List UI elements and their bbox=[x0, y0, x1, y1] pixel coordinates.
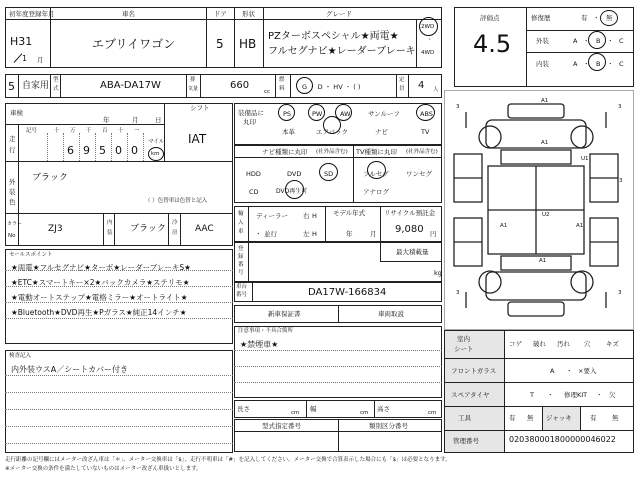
interior-panel-glass-items-0-text: A bbox=[550, 367, 555, 375]
registration-model-label-1-text: 型 bbox=[53, 77, 59, 83]
score-grade-b-text: B bbox=[596, 60, 601, 68]
car-name: エブリイワゴン bbox=[92, 37, 176, 51]
equipment-tv-row1-1-text: ワンセグ bbox=[406, 170, 432, 178]
drive-2wd-circle bbox=[419, 17, 438, 36]
sd-circle bbox=[319, 163, 338, 181]
interior-panel-spare-items-3-text: ・ bbox=[596, 391, 603, 399]
mileage-digit-labels-5-text: 一 bbox=[134, 128, 140, 134]
damage-mark: 3 bbox=[618, 290, 622, 296]
color-code: ZJ3 bbox=[48, 224, 63, 234]
shift: IAT bbox=[188, 132, 207, 146]
color-code-label-2-text: No bbox=[8, 233, 16, 239]
first-reg-era: H31 bbox=[10, 35, 33, 48]
first-reg-month: 1 bbox=[22, 54, 28, 63]
shift-label: シフト bbox=[190, 104, 210, 112]
dvd-play-circle bbox=[285, 180, 304, 199]
equipment-tv-row1-0-text: フルセグ bbox=[363, 170, 389, 178]
equipment-nav-row1-1-text: DVD bbox=[287, 170, 302, 178]
exterior-grade-circle bbox=[588, 31, 606, 49]
inspector-notes-label-text: 検査記入 bbox=[9, 353, 32, 359]
interior-panel-seat-label-1-text: 室内 bbox=[457, 335, 470, 343]
import-dealer-text: ディーラー bbox=[256, 212, 288, 220]
chassis-number: DA17W-166834 bbox=[308, 287, 387, 298]
mileage-digit: 0 bbox=[131, 144, 138, 157]
fuel-circle bbox=[296, 77, 313, 94]
repair-label: 修復歴 bbox=[531, 14, 551, 22]
docs-warranty-text: 新車保証書 bbox=[268, 310, 301, 318]
import-handle-text: H bbox=[312, 230, 317, 238]
car-damage-diagram bbox=[446, 92, 632, 328]
color-label-1-text: 外 bbox=[9, 178, 16, 186]
type-cert-class-label-text: 類別区分番号 bbox=[369, 422, 408, 430]
import-handle-text: H bbox=[312, 212, 317, 220]
abs-circle bbox=[416, 104, 435, 121]
color-interior-label-2-text: 装 bbox=[107, 230, 113, 236]
damage-mark: A1 bbox=[500, 223, 508, 229]
color-ac-label-1-text: 冷 bbox=[172, 220, 178, 226]
damage-mark: U2 bbox=[542, 212, 550, 218]
interior-panel-spare-items-0-text: T bbox=[530, 391, 534, 399]
equipment-items-3-text: サンルーフ bbox=[368, 110, 400, 118]
capacity: 4 bbox=[418, 80, 425, 91]
notice-label-text: 注意事項・不具合箇所 bbox=[238, 328, 294, 334]
inspection-month-unit-text: 月 bbox=[132, 116, 139, 124]
mileage-digit: 9 bbox=[83, 144, 90, 157]
inspection-year-unit-text: 年 bbox=[103, 116, 110, 124]
equipment-tv-header-note-text: (社外品含む) bbox=[406, 149, 438, 155]
interior-panel-jack-items-0-text: 有 bbox=[590, 414, 597, 422]
interior-panel-spare-label-text: スペアタイヤ bbox=[451, 391, 490, 399]
damage-mark: 3 bbox=[619, 178, 623, 184]
car-name-label: 車名 bbox=[122, 10, 135, 18]
import-parallel-text: 並行 bbox=[264, 230, 277, 238]
registration-row bbox=[5, 74, 442, 98]
displacement: 660 bbox=[230, 80, 250, 91]
max-load-label-text: 最大積載量 bbox=[396, 248, 429, 256]
equipment-nav-row1-2-text: SD bbox=[324, 170, 334, 178]
damage-mark: 3 bbox=[456, 290, 460, 296]
color-label-2-text: 装 bbox=[9, 188, 16, 196]
interior-panel-seat-items-4-text: キズ bbox=[606, 340, 619, 348]
inspection-label-text: 車検 bbox=[10, 109, 23, 117]
damage-mark: A1 bbox=[576, 223, 584, 229]
inspection-day-unit-text: 日 bbox=[155, 116, 162, 124]
sales-point-line: ★両電★フルセグナビ★ターボ★レーダーブレーキS★ bbox=[11, 263, 191, 272]
score-grade-c-text: C bbox=[619, 37, 624, 45]
score-grade-a-text: A bbox=[573, 37, 578, 45]
registration-fuel-label-2-text: 料 bbox=[279, 86, 285, 92]
score-grade-c-text: C bbox=[619, 60, 624, 68]
equipment-nav-row2-0-text: CD bbox=[249, 188, 259, 196]
footer-note-2: ※メーター交換の条件を満たしていないものはメーター改ざん車扱いとします。 bbox=[5, 466, 202, 472]
registration-capacity-label-1-text: 定 bbox=[399, 77, 405, 83]
interior-panel-tools-label-text: 工具 bbox=[458, 414, 471, 422]
registration-displacement-label-2-text: 気量 bbox=[188, 86, 199, 92]
registration-displacement-label-1-text: 排 bbox=[190, 77, 196, 83]
equipment-nav-header-text: ナビ種類に丸印 bbox=[262, 148, 308, 156]
interior-panel-admin-label-text: 管理番号 bbox=[453, 437, 479, 445]
dimensions-height-label-text: 高さ bbox=[377, 405, 390, 413]
chassis-label-2-text: 番号 bbox=[236, 292, 248, 298]
score-grade-b-text: B bbox=[596, 37, 601, 45]
color-interior-label-1-text: 内 bbox=[107, 220, 113, 226]
equipment-items-row2-1-text: エアバック bbox=[316, 128, 348, 136]
mileage-digit: 0 bbox=[115, 144, 122, 157]
registration-items-label-4-text: 号 bbox=[238, 270, 244, 276]
interior-panel-jack-label-text: ジャッキ bbox=[546, 414, 572, 422]
equipment-nav-row2-1-text: DVD再生可 bbox=[276, 188, 308, 195]
sales-points-label-text: セールスポイント bbox=[9, 252, 53, 258]
interior-panel-glass-label-text: フロントガラス bbox=[451, 367, 497, 375]
color-note-text: （ ）色替車は色替と記入 bbox=[145, 198, 208, 204]
shape-label: 形状 bbox=[242, 10, 255, 18]
interior-panel-jack-items-1-text: 無 bbox=[612, 414, 619, 422]
mileage-digit: 5 bbox=[99, 144, 106, 157]
equipment-items-row2-3-text: TV bbox=[421, 128, 430, 136]
registration-items-label-3-text: 番 bbox=[238, 262, 244, 268]
use-type: 自家用 bbox=[22, 81, 50, 91]
recycle-value: 9,080 bbox=[395, 224, 424, 235]
interior-panel-seat-items-2-text: 汚れ bbox=[557, 340, 570, 348]
drive-2wd: 2WD bbox=[421, 24, 435, 30]
grade-line-2: フルセグナビ★レーダーブレーキ bbox=[268, 46, 416, 57]
damage-mark: U1 bbox=[581, 156, 589, 162]
damage-mark: 3 bbox=[618, 104, 622, 110]
score-grade-a-text: A bbox=[573, 60, 578, 68]
drive-dot: ・ bbox=[427, 37, 433, 43]
mileage-label-1-text: 走 bbox=[9, 135, 16, 143]
damage-mark: A1 bbox=[539, 258, 547, 264]
color-ac-label-2-text: 房 bbox=[172, 230, 178, 236]
interior-panel-spare-items-2-text: 修理KIT bbox=[564, 391, 588, 399]
damage-mark: A1 bbox=[541, 140, 549, 146]
import-label-2-text: 入 bbox=[238, 220, 244, 226]
shape: HB bbox=[239, 37, 257, 51]
sales-point-line: ★Bluetooth★DVD再生★Pガラス★純正14インチ★ bbox=[11, 308, 187, 317]
equipment-tv-row2-0-text: アナログ bbox=[363, 188, 389, 196]
mileage-digit-labels-3-text: 百 bbox=[102, 128, 108, 134]
mileage-digit-labels-1-text: 万 bbox=[70, 128, 76, 134]
color-code-label-text: カラー bbox=[7, 221, 23, 227]
month-suffix: 月 bbox=[37, 56, 44, 64]
registration-displacement-unit-text: cc bbox=[264, 89, 271, 95]
equipment-items-2-text: AW bbox=[340, 110, 351, 118]
interior-grade-circle bbox=[588, 53, 606, 71]
mileage-km-label-text: km bbox=[151, 151, 160, 157]
grade-label: グレード bbox=[326, 10, 352, 18]
model-year-label-text: モデル年式 bbox=[333, 209, 366, 217]
notice-block bbox=[234, 326, 442, 398]
plate-prefix: 5 bbox=[8, 80, 15, 93]
color-label-3-text: 色 bbox=[9, 198, 16, 206]
dimensions-unit-text: cm bbox=[291, 410, 300, 416]
equipment-items-4-text: ABS bbox=[420, 110, 433, 118]
docs-manual-text: 車両取説 bbox=[378, 310, 404, 318]
mileage-label-2-text: 行 bbox=[9, 146, 16, 154]
color-value: ブラック bbox=[32, 173, 68, 183]
registration-items-label-1-text: 登 bbox=[238, 246, 244, 252]
mileage-record-label-text: 記号 bbox=[26, 128, 38, 134]
exterior-label: 外装 bbox=[536, 37, 549, 45]
import-label-3-text: 車 bbox=[238, 229, 244, 235]
first-reg-label: 初年度登録年月 bbox=[9, 10, 55, 18]
repair-no: 無 bbox=[606, 14, 613, 22]
damage-mark: A1 bbox=[541, 98, 549, 104]
equipment-items-0-text: PS bbox=[283, 110, 292, 118]
equipment-items-1-text: PW bbox=[312, 110, 323, 118]
dimensions-unit-text: cm bbox=[360, 410, 369, 416]
pw-circle bbox=[308, 104, 325, 121]
notice-value: ★禁煙車★ bbox=[240, 340, 279, 349]
airbag-circle bbox=[323, 116, 341, 134]
recycle-label-text: リサイクル預託金 bbox=[384, 209, 436, 217]
mileage-mile-label-text: マイル bbox=[148, 139, 165, 145]
equipment-items-row2-2-text: ナビ bbox=[375, 128, 388, 136]
score-value: 4.5 bbox=[473, 30, 512, 58]
registration-fuel-label-1-text: 燃 bbox=[279, 77, 285, 83]
equipment-items-row2-0-text: 本革 bbox=[282, 128, 295, 136]
interior-panel-seat-items-1-text: 破れ bbox=[533, 340, 546, 348]
interior-panel-glass-items-1-text: ・ bbox=[566, 367, 573, 375]
model-year-year-unit-text: 年 bbox=[346, 230, 353, 238]
import-label-1-text: 輸 bbox=[238, 211, 244, 217]
type-cert-label-text: 型式指定番号 bbox=[262, 422, 301, 430]
mileage-digit: 6 bbox=[67, 144, 74, 157]
interior-panel-tools-items-1-text: 無 bbox=[527, 414, 534, 422]
interior-panel-tools-items-0-text: 有 bbox=[509, 414, 516, 422]
interior-panel-seat-items-3-text: 穴 bbox=[584, 340, 591, 348]
registration-model-label-2-text: 式 bbox=[53, 86, 59, 92]
auction-inspection-sheet: 初年度登録年月 車名 ドア 形状 グレード H31 1 月 エブリイワゴン 5 HB PZターボスペシャル★両電★ フルセグナビ★レーダーブレーキ 2WD ・ 4WD 評価点 4.5 修復歴 有 ・ 無 外装 A ・ B ・ C 内装 A ・ B ・ C 5 自家用 型 式 ABA-DA17W 排 気量 660 cc 燃 料 G ・ D ・ HV ・ ( ) 定 員 4 人 車検 年 月 日 シフト IAT 走 行 記号 十 万 千 百 十 一 6 9 5 0 0 マイル km 外 装 色 ブラック （ ）色替車は色替と記入 カラー No ZJ3 内 装 ブラック 冷 房 AAC セールスポイント ★両電★フルセグナビ★ターボ★レーダーブレーキS★ ★ETC★スマートキー×2★バックカメラ★ステリモ★ ★電動オートステップ★電格ミラー★オートライト★ ★Bluetooth★DVD再生★Pガラス★純正14インチ★ 検査記入 内外装ウスA／シートカバー付き 装備品に 丸印 PS PW AW サンルーフ ABS 本革 エアバック ナビ TV ナビ種類に丸印 (社外品含む) TV種類に丸印 (社外品含む) HDD DVD SD CD DVD再生可 フルセグ ワンセグ アナログ 輸 入 車 ディーラー 並行 ・ 右 H 左 H モデル年式 年 月 リサイクル預託金 9,080 円 登 録 番 号 最大積載量 kg 車台 番号 DA17W-166834 新車保証書 車両取説 注意事項・不具合箇所 ★禁煙車★ 長さ cm 幅 cm 高さ cm 型式指定番号 類別区分番号 A1 A1 U1 U2 A1 A1 A1 3 3 3 3 3 室内 シート コゲ 破れ 汚れ 穴 キズ フロントガラス A ・ ×要入 スペアタイヤ T ・ 修理KIT ・ 欠 工具 有 無 ジャッキ 有 無 管理番号 020380001800000046022 走行距離の記号欄にはメーター改ざん車は「＊」、メーター交換車は「$」、走行不明車は「#」を記入してください。メーター交換で合算表示した場合にも「$」は必要となります。 ※メーター交換の条件を満たしていないものはメーター改ざん車扱いとします。 bbox=[0, 0, 640, 480]
sales-point-line: ★電動オートステップ★電格ミラー★オートライト★ bbox=[11, 293, 188, 302]
mileage-digit-labels-0-text: 十 bbox=[54, 128, 60, 134]
mileage-digit-labels-4-text: 十 bbox=[118, 128, 124, 134]
interior-panel-glass-items-2-text: ×要入 bbox=[578, 367, 597, 375]
repair-no-circle bbox=[600, 10, 618, 26]
dimensions-row bbox=[234, 400, 442, 418]
admin-number: 020380001800000046022 bbox=[509, 435, 616, 444]
damage-mark: 3 bbox=[456, 104, 460, 110]
footer-note-1: 走行距離の記号欄にはメーター改ざん車は「＊」、メーター交換車は「$」、走行不明車は「#」を記入してください。メーター交換で合算表示した場合にも「$」は必要となります。 bbox=[5, 457, 451, 463]
model-year-month-unit-text: 月 bbox=[370, 230, 377, 238]
registration-capacity-unit-text: 人 bbox=[433, 87, 439, 93]
equipment-nav-header-note-text: (社外品含む) bbox=[316, 149, 348, 155]
recycle-unit-text: 円 bbox=[430, 230, 437, 238]
chassis-label-1-text: 車台 bbox=[236, 284, 248, 290]
interior-panel-spare-items-1-text: ・ bbox=[547, 391, 554, 399]
repair-yes: 有 bbox=[581, 14, 588, 22]
interior-panel-seat-items-0-text: コゲ bbox=[509, 340, 522, 348]
equipment-label-1-text: 装備品に bbox=[238, 109, 264, 117]
interior-label: 内装 bbox=[536, 60, 549, 68]
doors: 5 bbox=[216, 37, 224, 51]
inspector-note-line: 内外装ウスA／シートカバー付き bbox=[11, 365, 128, 374]
ps-circle bbox=[278, 104, 295, 121]
dimensions-unit-text: cm bbox=[428, 410, 437, 416]
sales-point-line: ★ETC★スマートキー×2★バックカメラ★ステリモ★ bbox=[11, 278, 190, 287]
dimensions-width-label-text: 幅 bbox=[310, 405, 317, 413]
doors-label: ドア bbox=[214, 10, 227, 18]
registration-capacity-label-2-text: 員 bbox=[399, 86, 405, 92]
km-circle bbox=[148, 147, 164, 161]
equipment-tv-header-text: TV種類に丸印 bbox=[356, 148, 397, 156]
fullseg-circle bbox=[367, 161, 386, 179]
import-right-hand-text: 右 bbox=[303, 212, 310, 220]
dimensions-length-label-text: 長さ bbox=[237, 405, 250, 413]
max-load-unit-text: kg bbox=[434, 269, 442, 277]
fuel-options: G ・ D ・ HV ・ ( ) bbox=[302, 83, 361, 91]
grade-line-1: PZターボスペシャル★両電★ bbox=[268, 31, 399, 42]
interior-panel-seat-label-2-text: シート bbox=[454, 345, 474, 353]
registration-items-label-2-text: 録 bbox=[238, 254, 244, 260]
ac-value: AAC bbox=[195, 224, 214, 234]
interior-color: ブラック bbox=[130, 224, 166, 234]
interior-panel-spare-items-4-text: 欠 bbox=[609, 391, 616, 399]
import-left-hand-text: 左 bbox=[303, 230, 310, 238]
model-code: ABA-DA17W bbox=[100, 80, 161, 91]
score-label: 評価点 bbox=[480, 14, 500, 22]
equipment-nav-row1-0-text: HDD bbox=[246, 170, 261, 178]
equipment-label-2-text: 丸印 bbox=[243, 118, 256, 126]
drive-4wd: 4WD bbox=[421, 50, 435, 56]
mileage-digit-labels-2-text: 千 bbox=[86, 128, 92, 134]
